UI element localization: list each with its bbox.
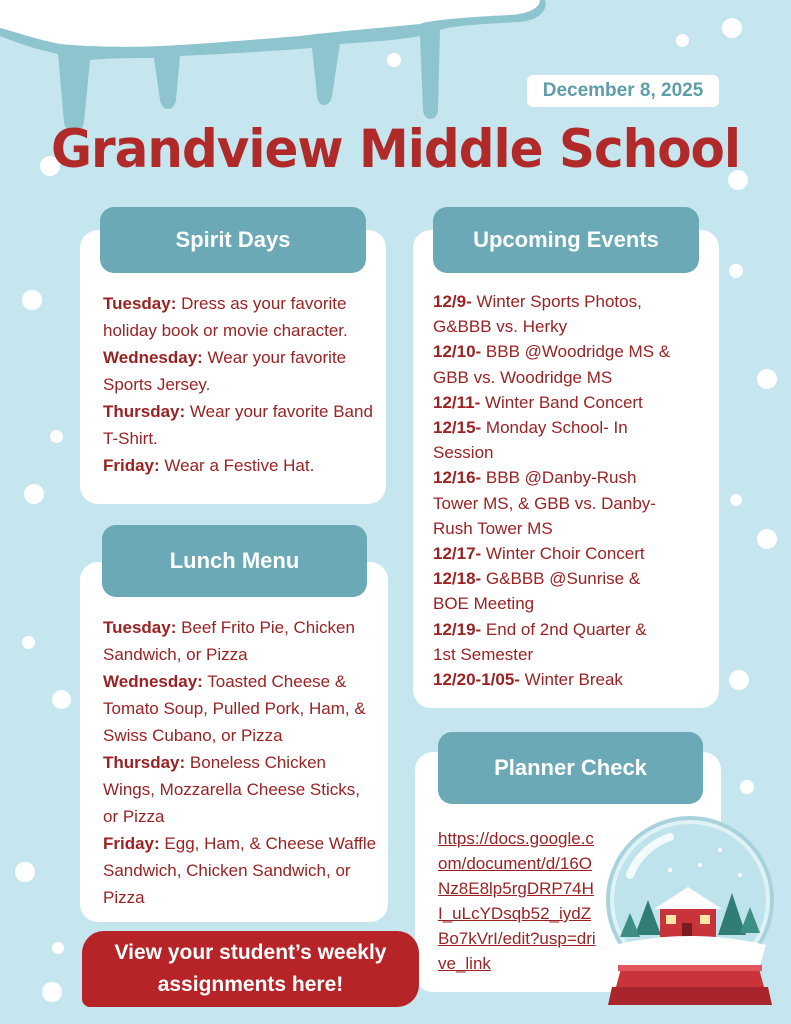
snowflake-dot xyxy=(729,264,743,278)
list-item: Wednesday: Toasted Cheese & Tomato Soup, Pulled Pork, Ham, & Swiss Cubano, or Pizza xyxy=(103,672,366,745)
snowflake-dot xyxy=(757,369,777,389)
list-item: Friday: Egg, Ham, & Cheese Waffle Sandwich, Chicken Sandwich, or Pizza xyxy=(103,834,377,907)
snowflake-dot xyxy=(387,53,401,67)
spirit-days-list xyxy=(103,290,378,479)
list-item: Thursday: Boneless Chicken Wings, Mozzarella Cheese Sticks, or Pizza xyxy=(103,753,360,826)
snowflake-dot xyxy=(740,780,754,794)
list-item: 12/10- BBB @Woodridge MS & GBB vs. Woodridge MS xyxy=(433,342,671,387)
planner-check-heading: Planner Check xyxy=(438,732,703,804)
snowflake-dot xyxy=(22,290,42,310)
snowflake-dot xyxy=(729,670,749,690)
snowflake-dot xyxy=(42,982,62,1002)
snowflake-dot xyxy=(22,636,35,649)
lunch-menu-list xyxy=(103,614,378,911)
list-item: 12/17- Winter Choir Concert xyxy=(433,544,645,564)
snowflake-dot xyxy=(50,430,63,443)
snowflake-dot xyxy=(24,484,44,504)
snowflake-dot xyxy=(757,529,777,549)
list-item: 12/11- Winter Band Concert xyxy=(433,392,643,412)
planner-link[interactable]: https://docs.google.com/document/d/16ONz8E8lp5rgDRP74HI_uLcYDsqb52_iydZBo7kVrI/edit?usp=drive_link xyxy=(438,829,596,973)
list-item: 12/19- End of 2nd Quarter & 1st Semester xyxy=(433,619,647,664)
list-item: 12/9- Winter Sports Photos, G&BBB vs. Herky xyxy=(433,292,642,337)
list-item: Wednesday: Wear your favorite Sports Jersey. xyxy=(103,348,347,394)
snowflake-dot xyxy=(15,862,35,882)
upcoming-events-heading: Upcoming Events xyxy=(433,207,699,273)
page-title: Grandview Middle School xyxy=(50,118,741,180)
snowflake-dot xyxy=(52,942,64,954)
snowflake-dot xyxy=(52,690,71,709)
date-badge: December 8, 2025 xyxy=(527,75,719,107)
list-item: 12/15- Monday School- In Session xyxy=(433,418,628,463)
list-item: 12/18- G&BBB @Sunrise & BOE Meeting xyxy=(433,569,641,614)
upcoming-events-list xyxy=(433,289,698,692)
list-item: Thursday: Wear your favorite Band T-Shirt. xyxy=(103,402,373,448)
spirit-days-heading: Spirit Days xyxy=(100,207,366,273)
list-item: Friday: Wear a Festive Hat. xyxy=(103,456,315,475)
snowflake-dot xyxy=(722,18,742,38)
list-item: 12/20-1/05- Winter Break xyxy=(433,670,623,690)
list-item: 12/16- BBB @Danby-Rush Tower MS, & GBB vs. Danby-Rush Tower MS xyxy=(433,468,656,538)
view-assignments-button[interactable]: View your student’s weekly assignments here! xyxy=(82,931,419,1007)
snow-globe-icon xyxy=(600,815,780,1015)
snowflake-dot xyxy=(676,34,689,47)
list-item: Tuesday: Beef Frito Pie, Chicken Sandwich, or Pizza xyxy=(103,618,355,664)
snowflake-dot xyxy=(730,494,742,506)
list-item: Tuesday: Dress as your favorite holiday book or movie character. xyxy=(103,294,348,340)
lunch-menu-heading: Lunch Menu xyxy=(102,525,367,597)
